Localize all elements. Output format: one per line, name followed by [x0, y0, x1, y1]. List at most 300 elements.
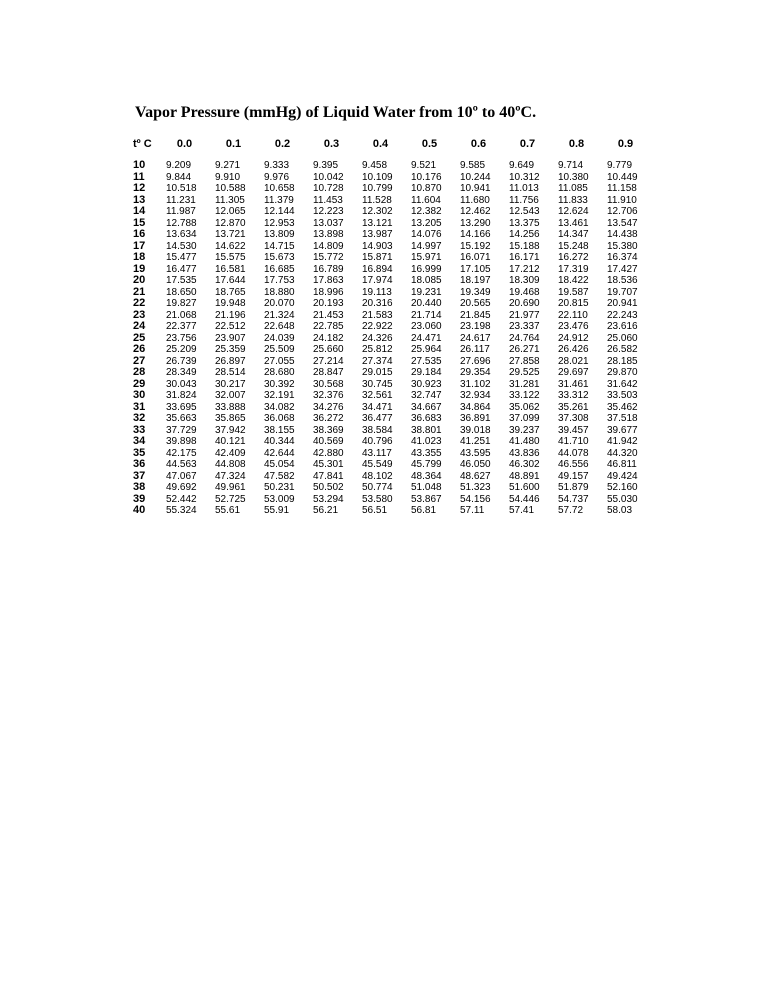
pressure-cell: 20.815	[558, 298, 589, 309]
table-row	[130, 413, 650, 425]
pressure-cell: 26.271	[509, 344, 540, 355]
pressure-cell: 54.446	[509, 493, 540, 505]
pressure-cell: 28.847	[313, 367, 344, 378]
temperature-cell: 32	[133, 412, 146, 424]
pressure-cell: 15.772	[313, 252, 344, 263]
pressure-cell: 42.880	[313, 447, 344, 459]
pressure-cell: 26.426	[558, 344, 589, 355]
table-row	[130, 229, 650, 241]
temperature-cell: 34	[133, 435, 146, 447]
pressure-cell: 14.809	[313, 240, 344, 252]
pressure-cell: 54.737	[558, 493, 589, 505]
pressure-cell: 18.422	[558, 275, 589, 286]
pressure-cell: 34.864	[460, 401, 491, 413]
temperature-cell: 16	[133, 228, 146, 240]
pressure-cell: 17.535	[166, 275, 197, 286]
pressure-cell: 37.518	[607, 413, 638, 424]
pressure-cell: 39.677	[607, 424, 638, 436]
pressure-cell: 46.556	[558, 459, 589, 470]
pressure-cell: 25.812	[362, 344, 393, 355]
pressure-cell: 14.347	[558, 229, 589, 240]
pressure-cell: 9.714	[558, 160, 584, 171]
pressure-cell: 25.209	[166, 344, 197, 355]
pressure-cell: 10.042	[313, 171, 344, 183]
temperature-cell: 14	[133, 205, 146, 217]
pressure-cell: 44.808	[215, 459, 246, 470]
table-row	[130, 333, 650, 345]
pressure-cell: 12.223	[313, 206, 344, 217]
pressure-cell: 51.323	[460, 482, 491, 493]
pressure-cell: 41.942	[607, 436, 638, 447]
pressure-cell: 27.055	[264, 355, 295, 367]
pressure-cell: 19.349	[460, 286, 491, 298]
pressure-cell: 15.971	[411, 252, 442, 263]
pressure-cell: 31.281	[509, 378, 540, 390]
pressure-cell: 13.547	[607, 217, 638, 229]
temperature-cell: 19	[133, 262, 146, 275]
pressure-cell: 30.217	[215, 378, 246, 390]
pressure-cell: 10.109	[362, 171, 393, 183]
pressure-cell: 12.543	[509, 206, 540, 217]
pressure-cell: 33.503	[607, 390, 638, 401]
pressure-cell: 45.054	[264, 459, 295, 470]
pressure-cell: 30.392	[264, 378, 295, 390]
pressure-cell: 41.251	[460, 436, 491, 447]
pressure-cell: 17.863	[313, 275, 344, 286]
temperature-column-header: tº C	[133, 138, 152, 150]
pressure-cell: 23.907	[215, 332, 246, 344]
pressure-cell: 22.785	[313, 321, 344, 332]
pressure-cell: 17.644	[215, 275, 246, 286]
pressure-cell: 39.457	[558, 424, 589, 436]
pressure-cell: 9.585	[460, 160, 486, 171]
pressure-cell: 16.272	[558, 252, 589, 263]
pressure-cell: 16.374	[607, 252, 638, 263]
pressure-cell: 39.237	[509, 424, 540, 436]
pressure-cell: 18.085	[411, 275, 442, 286]
pressure-cell: 34.082	[264, 401, 295, 413]
pressure-cell: 20.316	[362, 298, 393, 309]
pressure-cell: 19.827	[166, 298, 197, 309]
pressure-cell: 12.706	[607, 206, 638, 217]
table-row	[130, 183, 650, 195]
temperature-cell: 38	[133, 481, 146, 493]
pressure-cell: 10.588	[215, 183, 246, 194]
temperature-cell: 17	[133, 239, 146, 252]
pressure-cell: 11.231	[166, 194, 196, 206]
pressure-cell: 27.374	[362, 355, 393, 367]
pressure-cell: 9.333	[264, 160, 290, 171]
table-row	[130, 298, 650, 310]
pressure-cell: 23.756	[166, 332, 197, 344]
pressure-cell: 17.212	[509, 263, 540, 275]
pressure-cell: 28.680	[264, 367, 295, 378]
pressure-cell: 13.375	[509, 217, 540, 229]
pressure-cell: 52.442	[166, 493, 197, 505]
pressure-cell: 18.650	[166, 286, 197, 298]
pressure-cell: 10.658	[264, 183, 295, 194]
pressure-cell: 50.231	[264, 482, 295, 493]
pressure-cell: 18.880	[264, 286, 295, 298]
pressure-cell: 51.048	[411, 482, 442, 493]
pressure-cell: 11.013	[509, 183, 539, 194]
pressure-cell: 18.996	[313, 286, 344, 298]
pressure-cell: 15.673	[264, 252, 295, 263]
column-header: 0.9	[617, 138, 634, 150]
pressure-cell: 28.514	[215, 367, 246, 378]
pressure-cell: 14.438	[607, 229, 638, 240]
pressure-cell: 11.085	[558, 183, 588, 194]
pressure-cell: 29.525	[509, 367, 540, 378]
pressure-cell: 25.359	[215, 344, 246, 355]
pressure-cell: 14.622	[215, 240, 246, 252]
pressure-cell: 29.184	[411, 367, 442, 378]
pressure-cell: 48.627	[460, 470, 491, 482]
pressure-cell: 37.942	[215, 424, 246, 436]
pressure-cell: 27.214	[313, 355, 344, 367]
pressure-cell: 13.290	[460, 217, 491, 229]
temperature-cell: 35	[133, 446, 146, 459]
pressure-cell: 23.060	[411, 321, 442, 332]
table-row	[130, 356, 650, 368]
pressure-cell: 9.649	[509, 160, 535, 171]
pressure-cell: 21.453	[313, 309, 344, 321]
pressure-cell: 24.912	[558, 332, 589, 344]
pressure-cell: 52.725	[215, 493, 246, 505]
column-header: 0.7	[519, 138, 536, 150]
pressure-cell: 51.600	[509, 482, 540, 493]
pressure-cell: 39.018	[460, 424, 491, 436]
table-row	[130, 344, 650, 356]
pressure-cell: 13.461	[558, 217, 589, 229]
pressure-cell: 53.294	[313, 493, 344, 505]
pressure-cell: 20.193	[313, 298, 344, 309]
pressure-cell: 30.568	[313, 378, 344, 390]
pressure-cell: 18.309	[509, 275, 540, 286]
table-row	[130, 206, 650, 218]
pressure-cell: 14.076	[411, 229, 442, 240]
pressure-cell: 56.21	[313, 505, 339, 516]
pressure-cell: 10.518	[166, 183, 197, 194]
table-row	[130, 367, 650, 379]
table-body	[130, 159, 650, 517]
pressure-cell: 11.680	[460, 194, 490, 206]
pressure-cell: 57.72	[558, 505, 584, 516]
pressure-cell: 37.729	[166, 424, 197, 436]
temperature-cell: 27	[133, 354, 146, 367]
pressure-cell: 13.721	[215, 229, 246, 240]
pressure-cell: 22.922	[362, 321, 393, 332]
pressure-cell: 37.308	[558, 413, 589, 424]
pressure-cell: 15.380	[607, 240, 638, 252]
pressure-cell: 53.009	[264, 493, 295, 505]
pressure-cell: 17.753	[264, 275, 295, 286]
pressure-cell: 13.634	[166, 229, 197, 240]
pressure-cell: 17.319	[558, 263, 589, 275]
pressure-cell: 16.477	[166, 263, 197, 275]
pressure-cell: 28.349	[166, 367, 197, 378]
pressure-cell: 42.175	[166, 447, 197, 459]
pressure-cell: 19.707	[607, 286, 638, 298]
pressure-cell: 49.961	[215, 482, 246, 493]
pressure-cell: 27.858	[509, 355, 540, 367]
pressure-cell: 29.354	[460, 367, 491, 378]
pressure-cell: 46.050	[460, 459, 491, 470]
pressure-cell: 49.692	[166, 482, 197, 493]
pressure-cell: 30.923	[411, 378, 442, 390]
table-header-row	[130, 138, 650, 159]
column-header: 0.5	[421, 138, 438, 150]
pressure-cell: 32.747	[411, 390, 442, 401]
pressure-cell: 55.030	[607, 493, 638, 505]
pressure-cell: 29.870	[607, 367, 638, 378]
pressure-cell: 21.583	[362, 309, 393, 321]
pressure-cell: 32.007	[215, 390, 246, 401]
temperature-cell: 39	[133, 492, 146, 505]
pressure-cell: 40.569	[313, 436, 344, 447]
table-row	[130, 218, 650, 230]
table-row	[130, 425, 650, 437]
table-row	[130, 159, 650, 172]
pressure-cell: 31.461	[558, 378, 589, 390]
table-row	[130, 321, 650, 333]
pressure-cell: 11.158	[607, 183, 637, 194]
pressure-cell: 13.809	[264, 229, 295, 240]
pressure-cell: 10.244	[460, 171, 491, 183]
pressure-cell: 34.667	[411, 401, 442, 413]
pressure-cell: 56.51	[362, 505, 388, 516]
pressure-cell: 31.642	[607, 378, 638, 390]
temperature-cell: 37	[133, 469, 146, 482]
pressure-cell: 20.565	[460, 298, 491, 309]
temperature-cell: 29	[133, 377, 146, 390]
pressure-cell: 48.891	[509, 470, 540, 482]
pressure-cell: 52.160	[607, 482, 638, 493]
pressure-cell: 17.105	[460, 263, 491, 275]
pressure-cell: 45.799	[411, 459, 442, 470]
table-row	[130, 390, 650, 402]
pressure-cell: 30.043	[166, 378, 197, 390]
pressure-cell: 10.449	[607, 171, 638, 183]
pressure-cell: 39.898	[166, 436, 197, 447]
page-title: Vapor Pressure (mmHg) of Liquid Water from 10º to 40ºC.	[135, 104, 537, 121]
pressure-cell: 27.696	[460, 355, 491, 367]
pressure-cell: 9.779	[607, 160, 633, 171]
temperature-cell: 21	[133, 285, 146, 298]
temperature-cell: 10	[133, 159, 146, 171]
pressure-cell: 55.91	[264, 505, 290, 516]
pressure-cell: 43.836	[509, 447, 540, 459]
pressure-cell: 40.796	[362, 436, 393, 447]
pressure-cell: 44.563	[166, 459, 197, 470]
pressure-cell: 38.369	[313, 424, 344, 436]
pressure-cell: 10.728	[313, 183, 344, 194]
pressure-cell: 32.934	[460, 390, 491, 401]
pressure-cell: 13.037	[313, 217, 344, 229]
pressure-cell: 19.587	[558, 286, 589, 298]
pressure-cell: 20.690	[509, 298, 540, 309]
pressure-cell: 9.458	[362, 160, 388, 171]
pressure-cell: 53.867	[411, 493, 442, 505]
pressure-cell: 16.171	[509, 252, 540, 263]
table-row	[130, 436, 650, 448]
pressure-cell: 11.756	[509, 194, 539, 206]
pressure-cell: 23.476	[558, 321, 589, 332]
temperature-cell: 26	[133, 343, 146, 355]
pressure-cell: 20.440	[411, 298, 442, 309]
pressure-cell: 36.683	[411, 413, 442, 424]
pressure-cell: 45.549	[362, 459, 393, 470]
pressure-cell: 35.663	[166, 413, 197, 424]
pressure-cell: 42.644	[264, 447, 295, 459]
pressure-cell: 27.535	[411, 355, 442, 367]
pressure-cell: 24.471	[411, 332, 442, 344]
pressure-cell: 20.941	[607, 298, 638, 309]
pressure-cell: 32.561	[362, 390, 393, 401]
table-row	[130, 459, 650, 471]
pressure-cell: 26.897	[215, 355, 246, 367]
pressure-cell: 21.068	[166, 309, 197, 321]
pressure-cell: 35.261	[558, 401, 589, 413]
pressure-cell: 22.110	[558, 309, 588, 321]
pressure-cell: 26.117	[460, 344, 490, 355]
pressure-cell: 11.528	[362, 194, 392, 206]
pressure-cell: 36.068	[264, 413, 295, 424]
pressure-cell: 12.624	[558, 206, 589, 217]
pressure-cell: 15.575	[215, 252, 246, 263]
pressure-cell: 38.584	[362, 424, 393, 436]
pressure-cell: 12.953	[264, 217, 295, 229]
pressure-cell: 43.355	[411, 447, 442, 459]
pressure-cell: 9.521	[411, 160, 437, 171]
pressure-cell: 46.811	[607, 459, 637, 470]
pressure-cell: 19.231	[411, 286, 442, 298]
pressure-cell: 29.015	[362, 367, 393, 378]
table-row	[130, 505, 650, 517]
table-row	[130, 471, 650, 483]
pressure-cell: 55.324	[166, 505, 197, 516]
pressure-cell: 25.060	[607, 332, 638, 344]
column-header: 0.2	[274, 138, 291, 150]
pressure-cell: 26.739	[166, 355, 197, 367]
pressure-cell: 45.301	[313, 459, 344, 470]
temperature-cell: 20	[133, 274, 146, 286]
pressure-cell: 43.117	[362, 447, 392, 459]
pressure-cell: 9.209	[166, 160, 192, 171]
pressure-cell: 20.070	[264, 298, 295, 309]
pressure-cell: 17.427	[607, 263, 638, 275]
temperature-cell: 13	[133, 193, 146, 206]
pressure-cell: 11.833	[558, 194, 588, 206]
pressure-cell: 14.715	[264, 240, 295, 252]
column-header: 0.6	[470, 138, 487, 150]
pressure-cell: 10.176	[411, 171, 442, 183]
pressure-cell: 21.977	[509, 309, 540, 321]
pressure-cell: 35.462	[607, 401, 638, 413]
pressure-cell: 13.121	[362, 217, 393, 229]
table-row	[130, 195, 650, 207]
pressure-cell: 11.910	[607, 194, 637, 206]
pressure-cell: 35.062	[509, 401, 540, 413]
table-row	[130, 252, 650, 264]
pressure-cell: 15.477	[166, 252, 197, 263]
pressure-cell: 15.192	[460, 240, 491, 252]
pressure-cell: 10.941	[460, 183, 491, 194]
pressure-cell: 38.801	[411, 424, 442, 436]
pressure-cell: 43.595	[460, 447, 491, 459]
pressure-cell: 57.11	[460, 505, 485, 516]
pressure-cell: 12.144	[264, 206, 295, 217]
pressure-cell: 21.845	[460, 309, 491, 321]
pressure-cell: 32.191	[264, 390, 295, 401]
table-row	[130, 448, 650, 460]
pressure-cell: 12.462	[460, 206, 491, 217]
pressure-cell: 15.871	[362, 252, 393, 263]
column-header: 0.0	[176, 138, 193, 150]
pressure-cell: 15.248	[558, 240, 589, 252]
pressure-cell: 10.312	[509, 171, 540, 183]
temperature-cell: 15	[133, 216, 146, 229]
pressure-cell: 11.379	[264, 194, 294, 206]
vapor-pressure-table	[130, 138, 650, 517]
temperature-cell: 30	[133, 389, 146, 401]
pressure-cell: 41.023	[411, 436, 442, 447]
pressure-cell: 19.468	[509, 286, 540, 298]
pressure-cell: 50.774	[362, 482, 393, 493]
pressure-cell: 25.660	[313, 344, 344, 355]
pressure-cell: 9.844	[166, 171, 192, 183]
pressure-cell: 26.582	[607, 344, 638, 355]
pressure-cell: 18.197	[460, 275, 491, 286]
pressure-cell: 14.903	[362, 240, 393, 252]
table-row	[130, 241, 650, 253]
pressure-cell: 33.695	[166, 401, 197, 413]
pressure-cell: 53.580	[362, 493, 393, 505]
pressure-cell: 49.424	[607, 470, 638, 482]
pressure-cell: 14.256	[509, 229, 540, 240]
table-row	[130, 402, 650, 414]
pressure-cell: 41.710	[558, 436, 589, 447]
pressure-cell: 33.312	[558, 390, 589, 401]
pressure-cell: 10.380	[558, 171, 589, 183]
pressure-cell: 33.122	[509, 390, 540, 401]
pressure-cell: 38.155	[264, 424, 295, 436]
pressure-cell: 10.870	[411, 183, 442, 194]
temperature-cell: 24	[133, 320, 146, 332]
temperature-cell: 12	[133, 182, 146, 194]
pressure-cell: 31.824	[166, 390, 197, 401]
pressure-cell: 16.071	[460, 252, 491, 263]
pressure-cell: 21.196	[215, 309, 246, 321]
pressure-cell: 13.898	[313, 229, 344, 240]
pressure-cell: 14.166	[460, 229, 491, 240]
pressure-cell: 10.799	[362, 183, 393, 194]
pressure-cell: 24.039	[264, 332, 295, 344]
pressure-cell: 31.102	[460, 378, 491, 390]
pressure-cell: 44.078	[558, 447, 589, 459]
pressure-cell: 12.788	[166, 217, 197, 229]
pressure-cell: 55.61	[215, 505, 241, 516]
pressure-cell: 9.910	[215, 171, 241, 183]
pressure-cell: 22.377	[166, 321, 197, 332]
column-header: 0.3	[323, 138, 340, 150]
pressure-cell: 36.272	[313, 413, 344, 424]
pressure-cell: 41.480	[509, 436, 540, 447]
pressure-cell: 25.509	[264, 344, 295, 355]
column-header: 0.8	[568, 138, 585, 150]
column-header: 0.4	[372, 138, 389, 150]
pressure-cell: 48.102	[362, 470, 393, 482]
